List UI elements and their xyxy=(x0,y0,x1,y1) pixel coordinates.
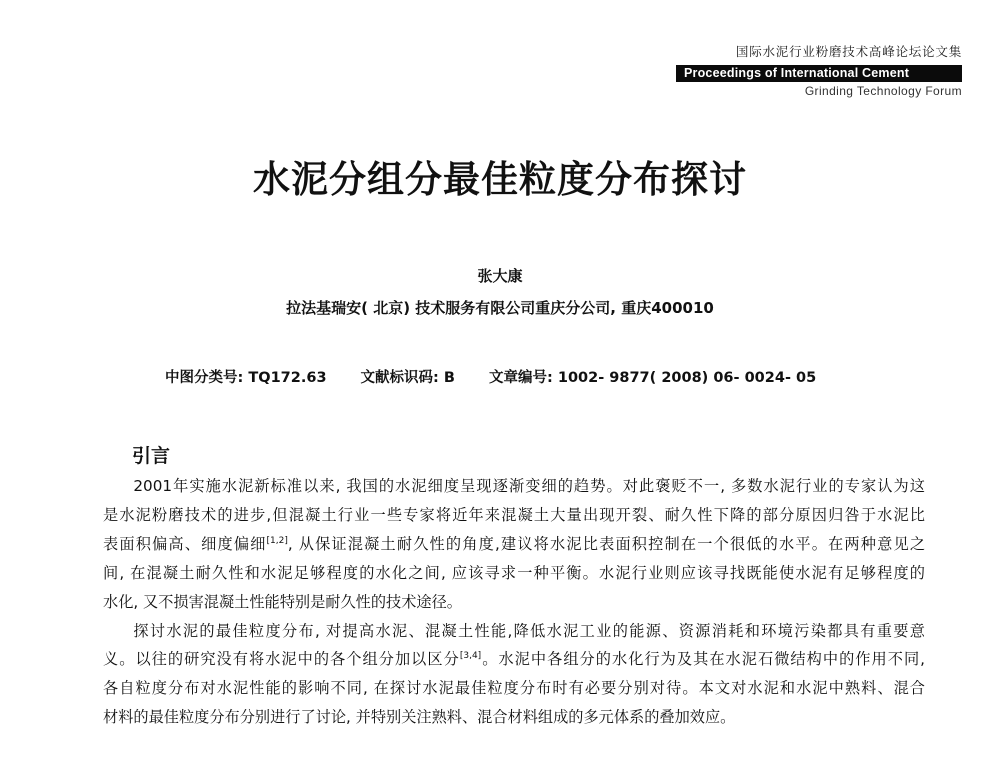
text-line: 材料的最佳粒度分布分别进行了讨论, 并特别关注熟料、混合材料组成的多元体系的叠加效应。 xyxy=(103,708,736,727)
text-fragment: 。水泥中各组分的水化行为及其在水泥石微结构中的作用不同, xyxy=(481,650,926,669)
section-heading-introduction: 引言 xyxy=(132,445,171,467)
text-fragment: 表面积偏高、细度偏细 xyxy=(103,534,267,553)
citation-reference: [1,2] xyxy=(266,535,288,546)
paragraph xyxy=(103,617,925,733)
proceedings-title-en-line2: Grinding Technology Forum xyxy=(804,84,962,98)
classification-line xyxy=(165,368,816,388)
clc-value: TQ172.63 xyxy=(248,370,327,386)
citation-reference: [3,4] xyxy=(459,651,482,662)
paragraph xyxy=(103,472,925,617)
text-line xyxy=(73,645,925,674)
text-line xyxy=(73,530,925,559)
text-fragment: 义。以往的研究没有将水泥中的各个组分加以区分 xyxy=(103,650,460,669)
proceedings-header xyxy=(676,44,962,99)
paper-title: 水泥分组分最佳粒度分布探讨 xyxy=(253,158,747,201)
text-fragment: , 从保证混凝土耐久性的角度,建议将水泥比表面积控制在一个很低的水平。在两种意见之 xyxy=(287,534,926,553)
clc-label: 中图分类号: xyxy=(165,370,244,386)
introduction-body xyxy=(103,472,925,732)
article-number-value: 1002- 9877( 2008) 06- 0024- 05 xyxy=(557,370,817,386)
text-line: 水化, 又不损害混凝土性能特别是耐久性的技术途径。 xyxy=(103,592,462,611)
text-line: 2001年实施水泥新标准以来, 我国的水泥细度呈现逐渐变细的趋势。对此褒贬不一, 多数水泥行业的专家认为这 xyxy=(133,477,925,495)
author-affiliation: 拉法基瑞安( 北京) 技术服务有限公司重庆分公司, 重庆400010 xyxy=(286,299,714,317)
document-code-label: 文献标识码: xyxy=(360,370,439,386)
text-line: 间, 在混凝土耐久性和水泥足够程度的水化之间, 应该寻求一种平衡。水泥行业则应该寻找既能使水泥有足够程度的 xyxy=(103,563,925,582)
proceedings-title-cn: 国际水泥行业粉磨技术高峰论坛论文集 xyxy=(735,44,962,59)
document-code-value: B xyxy=(443,370,455,386)
text-line: 各自粒度分布对水泥性能的影响不同, 在探讨水泥最佳粒度分布时有必要分别对待。本文对水泥和水泥中熟料、混合 xyxy=(103,679,925,698)
text-line: 探讨水泥的最佳粒度分布, 对提高水泥、混凝土性能,降低水泥工业的能源、资源消耗和环境污染都具有重要意 xyxy=(133,621,925,640)
article-number xyxy=(489,368,816,388)
document-code xyxy=(361,368,455,388)
proceedings-title-en-band: Proceedings of International Cement xyxy=(676,65,962,82)
text-line: 是水泥粉磨技术的进步,但混凝土行业一些专家将近年来混凝土大量出现开裂、耐久性下降的部分原因归咎于水泥比 xyxy=(103,505,925,524)
article-number-label: 文章编号: xyxy=(488,370,553,386)
author-name: 张大康 xyxy=(477,267,523,285)
clc-number xyxy=(165,368,327,388)
